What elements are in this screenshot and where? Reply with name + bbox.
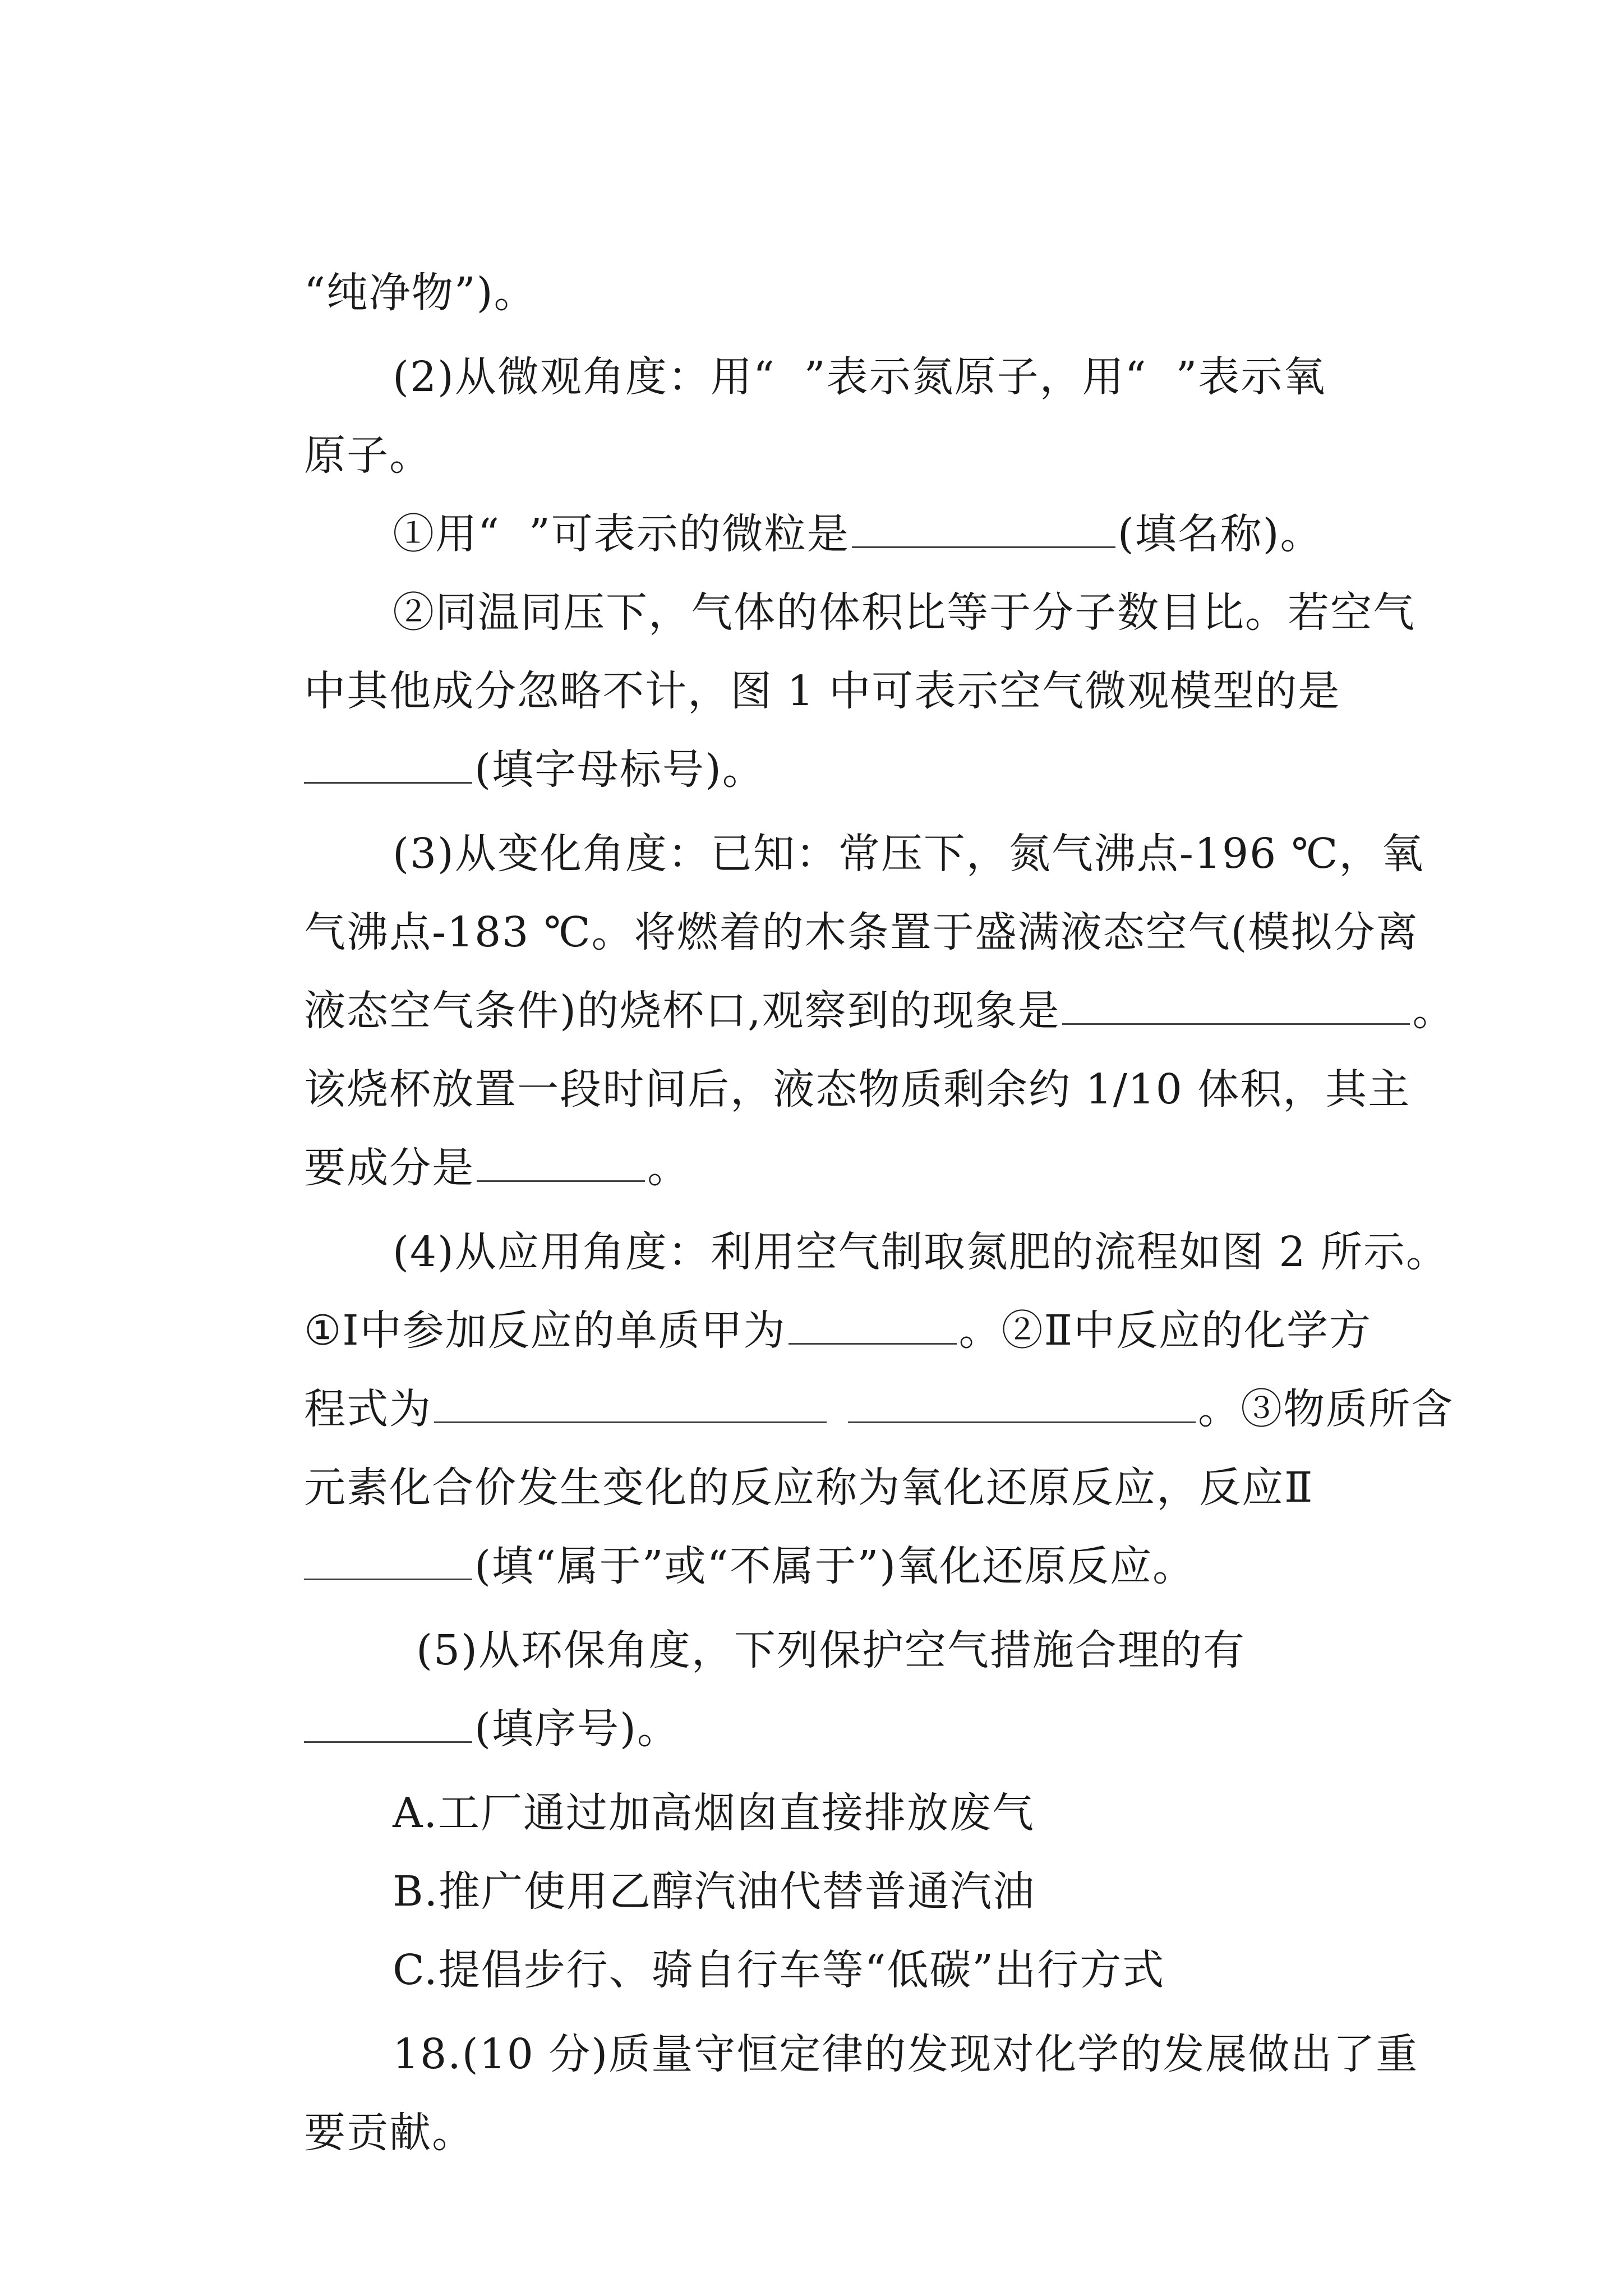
text-line-11: 该烧杯放置一段时间后，液态物质剩余约 1/10 体积，其主 (304, 1065, 1411, 1114)
text-line-13: (4)从应用角度：利用空气制取氮肥的流程如图 2 所示。 (393, 1228, 1449, 1276)
text-line-15: 程式为 。③物质所含 (304, 1385, 1454, 1433)
text-line-19: (填序号)。 (247, 1645, 680, 1813)
option-c: C.提倡步行、骑自行车等“低碳”出行方式 (393, 1946, 1165, 1994)
text-line-10: 液态空气条件)的烧杯口,观察到的现象是 。 (304, 987, 1455, 1035)
option-b: B.推广使用乙醇汽油代替普通汽油 (393, 1867, 1035, 1916)
text-line-12: 要成分是 。 (304, 1144, 690, 1192)
text-line-last: 要贡献。 (304, 2109, 475, 2157)
text-line-3: 原子。 (304, 431, 432, 480)
text-line-6: 中其他成分忽略不计，图 1 中可表示空气微观模型的是 (304, 667, 1341, 715)
text-line-1: “纯净物”)。 (304, 269, 537, 317)
text-line-7: (填字母标号)。 (247, 685, 765, 854)
text-line-5: ②同温同压下，气体的体积比等于分子数目比。若空气 (393, 588, 1416, 637)
question-18: 18.(10 分)质量守恒定律的发现对化学的发展做出了重 (393, 2030, 1419, 2078)
text-line-18: (5)从环保角度，下列保护空气措施合理的有 (416, 1626, 1246, 1674)
text-line-2: (2)从微观角度：用“ ”表示氮原子，用“ ”表示氧 (393, 353, 1326, 401)
option-a: A.工厂通过加高烟囱直接排放废气 (393, 1789, 1035, 1837)
text-line-17: (填“属于”或“不属于”)氧化还原反应。 (247, 1482, 1195, 1650)
text-line-16: 元素化合价发生变化的反应称为氧化还原反应，反应Ⅱ (304, 1464, 1314, 1512)
text-line-4: ①用“ ”可表示的微粒是 (填名称)。 (393, 510, 1323, 558)
text-line-9: 气沸点-183 ℃。将燃着的木条置于盛满液态空气(模拟分离 (304, 908, 1419, 956)
text-line-8: (3)从变化角度：已知：常压下，氮气沸点-196 ℃，氧 (393, 830, 1424, 878)
text-line-14: ①Ⅰ中参加反应的单质甲为 。②Ⅱ中反应的化学方 (304, 1306, 1372, 1355)
